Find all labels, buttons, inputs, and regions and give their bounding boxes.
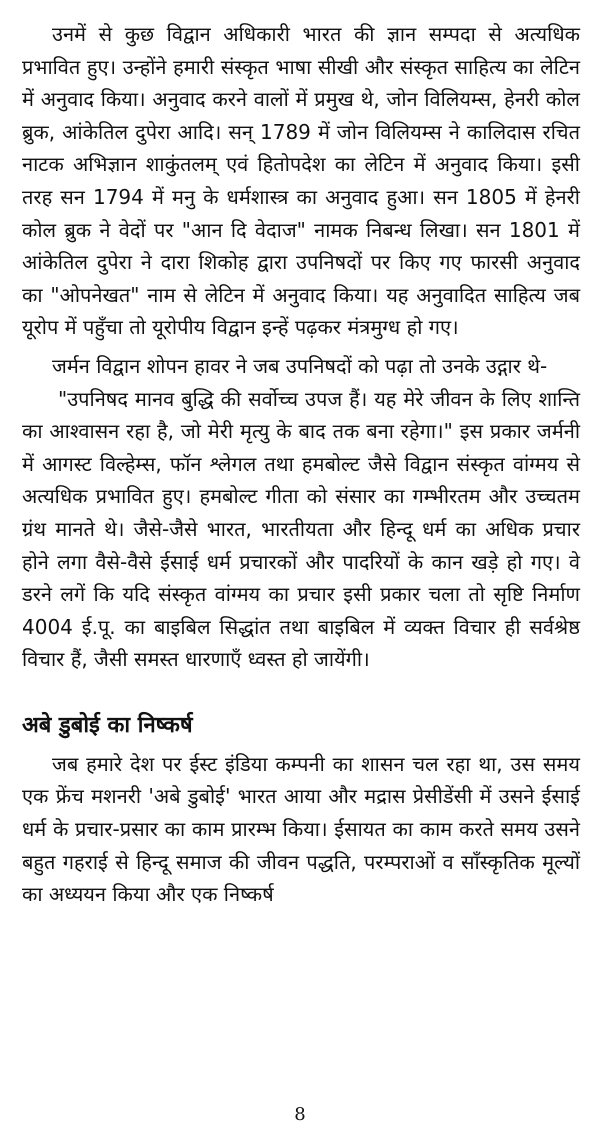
paragraph-scholars-translations: उनमें से कुछ विद्वान अधिकारी भारत की ज्ञान सम्पदा से अत्यधिक प्रभावित हुए। उन्होंने हमारी संस्कृत भाषा सीखी और संस्कृत साहित्य का लेटिन में अनुवाद किया। अनुवाद करने वालों में प्रमुख थे, जोन विलियम्स, हेनरी कोल ब्रुक, आंकेतिल दुपेरा आदि। सन् 1789 में जोन विलियम्स ने कालिदास रचित नाटक अभिज्ञान शाकुंतलम् एवं हितोपदेश का लेटिन में अनुवाद किया। इसी तरह सन 1794 में मनु के धर्मशास्त्र का अनुवाद हुआ। सन 1805 में हेनरी कोल ब्रुक ने वेदों पर "आन दि वेदाज" नामक निबन्ध लिखा। सन 1801 में आंकेतिल दुपेरा ने दारा शिकोह द्वारा उपनिषदों पर किए गए फारसी अनुवाद का "ओपनेखत" नाम से लेटिन में अनुवाद किया। यह अनुवादित साहित्य जब यूरोप में पहुँचा तो यूरोपीय विद्वान इन्हें पढ़कर मंत्रमुग्ध हो गए। bbox=[22, 22, 580, 340]
page-number: 8 bbox=[294, 1104, 306, 1125]
paragraph-abbe-dubois: जब हमारे देश पर ईस्ट इंडिया कम्पनी का शासन चल रहा था, उस समय एक फ्रेंच मशनरी 'अबे डुबोई' भारत आया और मद्रास प्रेसीडेंसी में उसने ईसाई धर्म के प्रचार-प्रसार का काम प्रारम्भ किया। ईसायत का काम करते समय उसने बहुत गहराई से हिन्दू समाज की जीवन पद्धति, परम्पराओं व साँस्कृतिक मूल्यों का अध्ययन किया और एक निष्कर्ष bbox=[22, 751, 580, 907]
paragraph-schopenhauer-intro: जर्मन विद्वान शोपन हावर ने जब उपनिषदों को पढ़ा तो उनके उद्गार थे- bbox=[52, 353, 548, 378]
paragraph-schopenhauer-quote: "उपनिषद मानव बुद्धि की सर्वोच्च उपज हैं। यह मेरे जीवन के लिए शान्ति का आश्वासन रहा है, जो मेरी मृत्यु के बाद तक बना रहेगा।" इस प्रकार जर्मनी में आगस्ट विल्हेम्स, फॉन श्लेगल तथा हमबोल्ट जैसे विद्वान संस्कृत वांग्मय से अत्यधिक प्रभावित हुए। हमबोल्ट गीता को संसार का गम्भीरतम और उच्चतम ग्रंथ मानते थे। जैसे-जैसे भारत, भारतीयता और हिन्दू धर्म का अधिक प्रचार होने लगा वैसे-वैसे ईसाई धर्म प्रचारकों और पादरियों के कान खड़े हो गए। वे डरने लगें कि यदि संस्कृत वांग्मय का प्रचार इसी प्रकार चला तो सृष्टि निर्माण 4004 ई.पू. का बाइबिल सिद्धांत तथा बाइबिल में व्यक्त विचार ही सर्वश्रेष्ठ विचार हैं, जैसी समस्त धारणाएँ ध्वस्त हो जायेंगी। bbox=[22, 386, 580, 672]
section-heading: अबे डुबोई का निष्कर्ष bbox=[22, 712, 193, 738]
